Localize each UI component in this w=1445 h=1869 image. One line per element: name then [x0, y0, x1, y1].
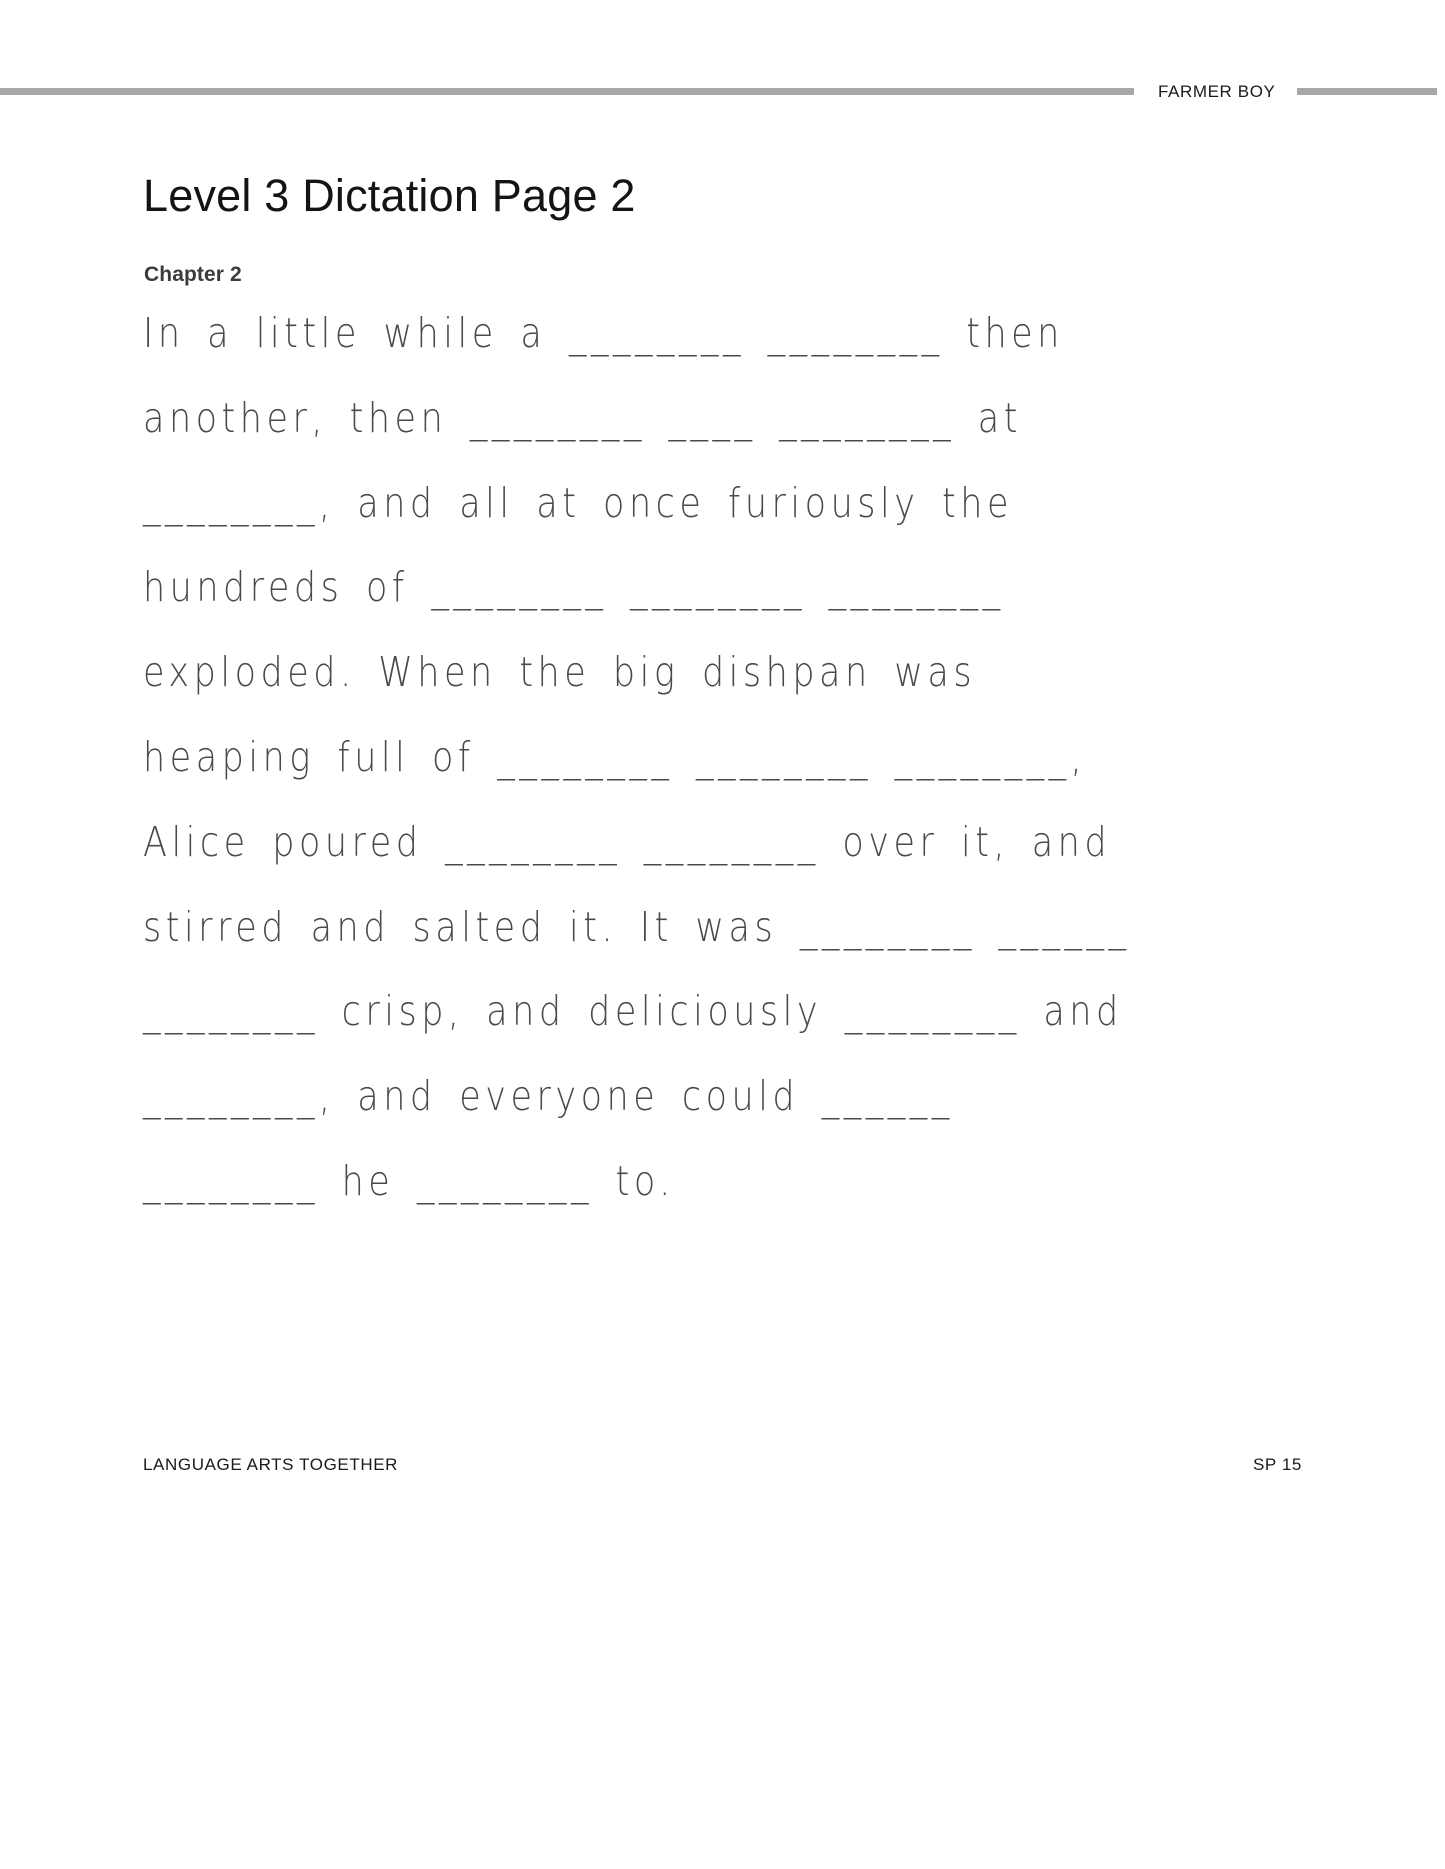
chapter-heading: Chapter 2	[144, 263, 242, 287]
dictation-line: ________ crisp, and deliciously ________ and	[143, 988, 1123, 1036]
running-header	[0, 78, 1445, 104]
dictation-line: ________ he ________ to.	[143, 1158, 675, 1206]
dictation-line: heaping full of ________ ________ ________,	[143, 734, 1087, 782]
dictation-line: ________, and all at once furiously the	[143, 479, 1013, 528]
page-footer	[143, 1455, 1302, 1475]
dictation-line: exploded. When the big dishpan was	[143, 649, 977, 697]
footer-publisher: LANGUAGE ARTS TOGETHER	[143, 1455, 399, 1474]
dictation-line: stirred and salted it. It was ________ ______	[143, 903, 1131, 952]
running-header-book-title: FARMER BOY	[1158, 81, 1276, 101]
dictation-line: ________, and everyone could ______	[143, 1073, 954, 1121]
header-rule-left	[0, 88, 1134, 95]
dictation-line: In a little while a ________ ________ then	[143, 310, 1064, 358]
header-rule-right	[1297, 88, 1437, 95]
dictation-passage	[143, 292, 1303, 1225]
dictation-line: hundreds of ________ ________ ________	[143, 564, 1005, 612]
dictation-line: another, then ________ ____ ________ at	[143, 395, 1022, 443]
dictation-line: Alice poured ________ ________ over it, and	[143, 819, 1112, 867]
footer-page-number: SP 15	[1252, 1455, 1302, 1474]
page-title: Level 3 Dictation Page 2	[143, 170, 636, 222]
